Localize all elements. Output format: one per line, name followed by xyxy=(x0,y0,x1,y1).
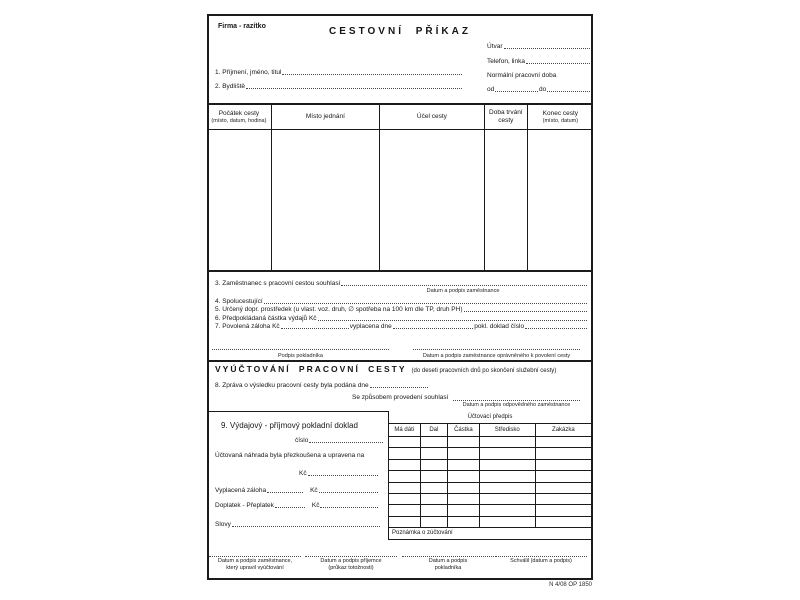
signature-line-responsible xyxy=(453,400,580,401)
reviewed-label: Účtovaná náhrada byla přezkoušena a upravena na xyxy=(215,452,365,459)
field-utvar xyxy=(487,42,591,50)
pracovni-doba-label: Normální pracovní doba xyxy=(487,72,557,79)
kc-label: Kč xyxy=(311,501,320,509)
trip-col-place xyxy=(272,105,380,129)
cashier-signature-caption: Podpis pokladníka xyxy=(278,353,323,359)
dotted-line xyxy=(370,387,428,388)
signature-caption-line1: Datum a podpis zaměstnance, xyxy=(217,558,293,564)
signature-block-cashier xyxy=(402,556,494,572)
dotted-line xyxy=(504,48,590,49)
dotted-line xyxy=(282,74,462,75)
field-name xyxy=(215,68,463,76)
dotted-line xyxy=(309,442,383,443)
dotted-line xyxy=(393,328,473,329)
posting-col-castka: Částka xyxy=(448,424,480,436)
od-label: od xyxy=(487,85,495,93)
item3-label: 3. Zaměstnanec s pracovní cestou souhlasí xyxy=(215,279,341,287)
dotted-line xyxy=(319,492,378,493)
do-label: do xyxy=(539,85,547,93)
posting-table xyxy=(388,411,591,540)
voucher-title: 9. Výdajový - příjmový pokladní doklad xyxy=(221,421,358,430)
kc-label: Kč xyxy=(299,469,307,477)
surcharge-label: Doplatek - Přeplatek xyxy=(215,501,274,509)
address-label: 2. Bydliště xyxy=(215,82,245,90)
firm-stamp-label: Firma - razítko xyxy=(218,23,266,30)
trip-table-cell xyxy=(272,130,380,270)
col-title: Počátek cesty xyxy=(218,109,260,117)
section-divider-thick xyxy=(207,360,593,362)
signature-line xyxy=(209,556,301,557)
posting-note-label: Poznámka o zúčtování xyxy=(392,530,453,537)
posting-table-row xyxy=(389,483,591,494)
trip-col-end xyxy=(528,105,593,129)
trip-table-cell xyxy=(485,130,528,270)
col-title: Místo jednání xyxy=(305,112,345,120)
dotted-line xyxy=(526,63,590,64)
item6-label: 6. Předpokládaná částka výdajů Kč xyxy=(215,314,317,322)
col-subtitle: (místo, datum) xyxy=(542,117,579,124)
col-title: Doba trvání xyxy=(489,108,523,116)
field-words xyxy=(215,520,381,528)
item3-caption: Datum a podpis zaměstnance xyxy=(426,288,500,294)
dotted-line xyxy=(246,88,462,89)
field-item8 xyxy=(215,381,429,389)
dotted-line xyxy=(320,507,378,508)
signature-caption-line1: Datum a podpis příjemce xyxy=(320,558,382,564)
dotted-line xyxy=(264,303,587,304)
trip-table-cell xyxy=(528,130,593,270)
dotted-line xyxy=(232,526,380,527)
posting-table-row xyxy=(389,494,591,505)
utvar-label: Útvar xyxy=(487,42,503,50)
field-od-do xyxy=(487,85,591,93)
signature-caption-line1: Datum a podpis xyxy=(428,558,468,564)
dotted-line xyxy=(281,328,349,329)
words-label: Slovy xyxy=(215,520,231,528)
field-item7 xyxy=(215,322,588,330)
field-surcharge xyxy=(215,501,379,509)
signature-line xyxy=(402,556,494,557)
col-title: Účel cesty xyxy=(416,112,447,120)
field-voucher-number xyxy=(295,436,384,444)
signature-caption-line1: Schválil (datum a podpis) xyxy=(510,558,572,564)
trip-col-purpose xyxy=(380,105,485,129)
dotted-line xyxy=(547,91,590,92)
trip-table-cell xyxy=(380,130,485,270)
signature-line-approver xyxy=(413,349,580,350)
settlement-heading xyxy=(215,364,556,374)
item4-label: 4. Spolucestující xyxy=(215,297,263,305)
field-item3 xyxy=(215,279,588,287)
signature-block-approver xyxy=(495,556,587,565)
dotted-line xyxy=(525,328,587,329)
form-code: N 4/08 OP 1850 xyxy=(549,582,592,588)
telefon-label: Telefon, linka xyxy=(487,57,525,65)
dotted-line xyxy=(495,91,538,92)
field-address xyxy=(215,82,463,90)
posting-table-title: Účtovací předpis xyxy=(389,411,591,424)
kc-label: Kč xyxy=(310,486,318,494)
signature-caption-line2: který upravil vyúčtování xyxy=(226,564,284,571)
name-label: 1. Příjmení, jméno, titul xyxy=(215,68,282,76)
dotted-line xyxy=(267,492,303,493)
posting-table-row xyxy=(389,471,591,482)
signature-caption-line2: (průkaz totožnosti) xyxy=(328,564,374,571)
item5-label: 5. Určený dopr. prostředek (u vlast. voz. druh, ∅ spotřeba na 100 km dle TP, druh PH) xyxy=(215,305,463,313)
posting-table-columns xyxy=(389,424,591,437)
trip-col-start xyxy=(207,105,272,129)
signature-line xyxy=(495,556,587,557)
col-title: Konec cesty xyxy=(542,109,579,117)
posting-col-stredisko: Středisko xyxy=(480,424,536,436)
field-adjusted-amount xyxy=(299,469,379,477)
posting-table-row xyxy=(389,517,591,528)
field-item5 xyxy=(215,305,588,313)
paid-label: Vyplacená záloha xyxy=(215,486,267,494)
dotted-line xyxy=(341,285,587,286)
item7-end-label: pokl. doklad číslo xyxy=(474,322,525,330)
field-paid-advance xyxy=(215,486,379,494)
field-item4 xyxy=(215,297,588,305)
posting-table-row xyxy=(389,505,591,516)
signature-line-cashier xyxy=(212,349,389,350)
posting-col-dal: Dal xyxy=(421,424,449,436)
settlement-title: VYÚČTOVÁNÍ PRACOVNÍ CESTY xyxy=(215,364,407,374)
field-item6 xyxy=(215,314,588,322)
posting-table-row xyxy=(389,460,591,471)
approver-signature-caption: Datum a podpis zaměstnance oprávněného k povolení cesty xyxy=(422,353,571,359)
signature-caption-line2: pokladníka xyxy=(434,564,462,571)
trip-table-header xyxy=(207,105,593,130)
signature-block-adjuster xyxy=(209,556,301,572)
posting-table-row xyxy=(389,437,591,448)
item7-start-label: 7. Povolená záloha Kč xyxy=(215,322,280,330)
responsible-signature-caption: Datum a podpis odpovědného zaměstnance xyxy=(462,402,571,408)
dotted-line xyxy=(318,320,587,321)
posting-col-zakazka: Zakázka xyxy=(552,427,575,433)
col-title-line2: cesty xyxy=(498,117,514,124)
settlement-title-note: (do deseti pracovních dnů po skončení služební cesty) xyxy=(411,368,557,374)
travel-order-form xyxy=(207,14,593,580)
field-telefon xyxy=(487,57,591,65)
signature-block-recipient xyxy=(305,556,397,572)
trip-table xyxy=(207,103,593,272)
col-subtitle: (místo, datum, hodina) xyxy=(211,117,267,124)
dotted-line xyxy=(275,507,305,508)
posting-col-madati: Má dáti xyxy=(389,424,421,436)
form-title: CESTOVNÍ PŘÍKAZ xyxy=(329,26,471,37)
item8-label: 8. Zpráva o výsledku pracovní cesty byla podána dne xyxy=(215,381,369,389)
trip-table-cell xyxy=(207,130,272,270)
dotted-line xyxy=(464,311,588,312)
approval-label: Se způsobem provedení souhlasí xyxy=(352,394,449,401)
signature-line xyxy=(305,556,397,557)
voucher-number-label: číslo xyxy=(295,436,309,444)
item7-mid-label: vyplacena dne xyxy=(349,322,392,330)
posting-table-row xyxy=(389,448,591,459)
trip-col-duration xyxy=(485,105,528,129)
trip-table-body xyxy=(207,130,593,270)
dotted-line xyxy=(308,475,378,476)
